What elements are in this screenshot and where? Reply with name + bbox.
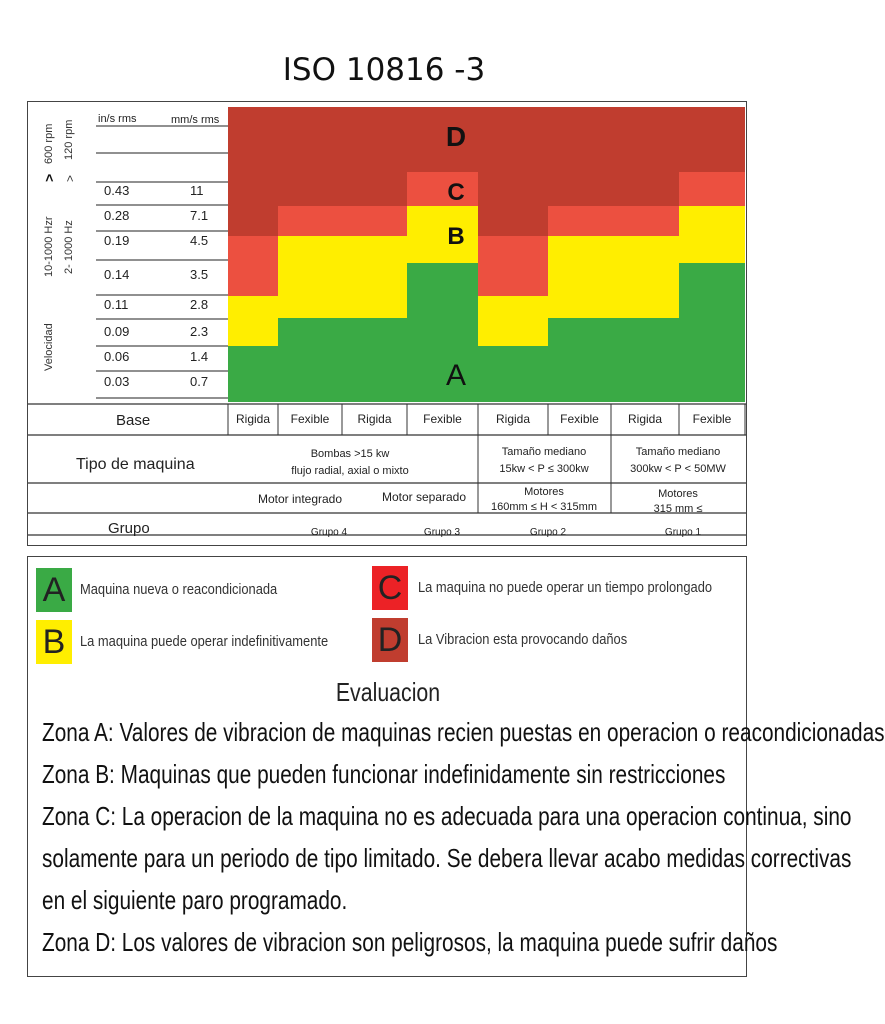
motor-separado-label: Motor separado — [381, 490, 467, 504]
base-cell-label: Rigida — [235, 412, 271, 426]
evaluation-title: Evaluacion — [335, 677, 441, 707]
zone-label-d: D — [445, 121, 467, 152]
legend-swatch-d — [372, 618, 408, 662]
velocity-in-label: 0.14 — [104, 267, 130, 282]
legend-letter-b: B — [42, 622, 66, 661]
tipo-bombas-line2: flujo radial, axial o mixto — [291, 465, 409, 477]
vibration-severity-chart — [27, 101, 747, 546]
motor-group2-line1: Motores — [524, 486, 564, 498]
zone-d-band — [611, 107, 679, 206]
zone-d-band — [228, 107, 278, 236]
tipo-row-label: Tipo de maquina — [76, 456, 195, 473]
legend-panel — [27, 556, 885, 977]
zone-c-band — [407, 172, 478, 206]
zone-b-band — [679, 206, 745, 263]
tipo-group1-line2: 300kw < P < 50MW — [630, 463, 726, 475]
tipo-group2-line1: Tamaño mediano — [501, 446, 587, 458]
grupo-cell-label: Grupo 1 — [664, 527, 702, 538]
zone-a-band — [278, 318, 342, 402]
rpm-label-2: 120 rpm — [63, 119, 75, 160]
zone-c-description-2: solamente para un periodo de tipo limitado. Se debera llevar acabo medidas correctivas — [42, 843, 852, 873]
zone-b-band — [228, 296, 278, 346]
grupo-cell-label: Grupo 2 — [529, 527, 567, 538]
velocity-in-label: 0.11 — [104, 297, 129, 312]
legend-text-a: Maquina nueva o reacondicionada — [80, 581, 278, 598]
zone-b-band — [278, 236, 342, 318]
zone-b-band — [342, 236, 407, 318]
grupo-cell-label: Grupo 4 — [310, 527, 348, 538]
chart-svg — [28, 102, 746, 545]
velocity-in-label: 0.09 — [104, 324, 130, 339]
legend-letter-d: D — [377, 620, 403, 659]
motor-integrado-label: Motor integrado — [257, 492, 343, 506]
grupo-row-label: Grupo — [108, 520, 150, 537]
velocity-mm-label: 0.7 — [190, 374, 209, 389]
zone-d-band — [407, 107, 478, 172]
zone-c-description-3: en el siguiente paro programado. — [42, 885, 348, 915]
base-cell-label: Rigida — [495, 412, 531, 426]
tipo-bombas-line1: Bombas >15 kw — [310, 448, 390, 460]
velocity-mm-label: 11 — [190, 183, 204, 198]
zone-label-b: B — [447, 223, 465, 250]
page-title: ISO 10816 -3 — [282, 52, 486, 88]
velocity-mm-label: 7.1 — [190, 208, 209, 223]
base-cell-label: Rigida — [357, 412, 392, 426]
zone-c-band — [342, 206, 407, 236]
zone-c-band — [228, 236, 278, 296]
zone-c-band — [278, 206, 342, 236]
velocity-in-label: 0.06 — [104, 349, 130, 364]
motor-group1-line1: Motores — [658, 488, 698, 500]
tipo-group1-line1: Tamaño mediano — [635, 446, 721, 458]
zone-b-band — [407, 206, 478, 263]
zone-d-band — [548, 107, 611, 206]
legend-swatch-c — [372, 566, 408, 610]
zone-b-band — [611, 236, 679, 318]
zone-a-band — [228, 346, 278, 402]
tipo-group2-line2: 15kw < P ≤ 300kw — [499, 463, 589, 475]
zone-a-band — [407, 263, 478, 402]
base-row-label: Base — [116, 412, 151, 429]
zone-c-band — [611, 206, 679, 236]
zone-c-band — [679, 172, 745, 206]
zone-a-band — [478, 346, 548, 402]
velocity-mm-label: 2.8 — [190, 297, 209, 312]
zone-b-band — [548, 236, 611, 318]
zone-c-description-1: Zona C: La operacion de la maquina no es adecuada para una operacion continua, sino — [42, 801, 852, 831]
legend-text-c: La maquina no puede operar un tiempo prolongado — [418, 579, 713, 596]
velocity-in-label: 0.43 — [104, 183, 130, 198]
base-cell-label: Fexible — [560, 412, 599, 426]
legend-letter-a: A — [42, 570, 66, 609]
base-cell-label: Rigida — [627, 412, 663, 426]
zone-d-band — [278, 107, 342, 206]
zone-a-band — [611, 318, 679, 402]
base-cell-label: Fexible — [692, 412, 732, 426]
gt-symbol-2: > — [63, 174, 77, 182]
zone-c-band — [478, 236, 548, 296]
freq-range-label-2: 2- 1000 Hz — [63, 220, 75, 274]
legend-swatch-b — [36, 620, 72, 664]
velocity-in-label: 0.19 — [104, 233, 130, 248]
legend-text-b: La maquina puede operar indefinitivamente — [80, 633, 329, 650]
unit-header-mm: mm/s rms — [171, 114, 220, 126]
base-cell-label: Fexible — [423, 412, 462, 426]
zone-d-band — [478, 107, 548, 236]
zone-d-band — [342, 107, 407, 206]
zone-b-band — [478, 296, 548, 346]
velocity-in-label: 0.28 — [104, 208, 130, 223]
zone-label-a: A — [445, 359, 467, 392]
legend-text-d: La Vibracion esta provocando daños — [418, 631, 628, 648]
velocity-mm-label: 1.4 — [190, 349, 209, 364]
zone-a-band — [679, 263, 745, 402]
zone-c-band — [548, 206, 611, 236]
zone-a-band — [342, 318, 407, 402]
zone-d-band — [679, 107, 745, 172]
motor-group1-line2: 315 mm ≤ — [653, 503, 703, 515]
zone-b-description: Zona B: Maquinas que pueden funcionar indefinidamente sin restricciones — [42, 759, 726, 789]
velocity-in-label: 0.03 — [104, 374, 130, 389]
zone-a-band — [548, 318, 611, 402]
velocity-mm-label: 2.3 — [190, 324, 209, 339]
velocity-mm-label: 4.5 — [190, 233, 209, 248]
zone-label-c: C — [447, 179, 465, 206]
rpm-label-1: 600 rpm — [43, 123, 55, 164]
gt-symbol-1: > — [41, 173, 57, 182]
legend-swatch-a — [36, 568, 72, 612]
motor-group2-line2: 160mm ≤ H < 315mm — [491, 501, 597, 513]
velocity-axis-label: Velocidad — [43, 323, 55, 371]
grupo-cell-label: Grupo 3 — [423, 527, 461, 538]
freq-range-label-1: 10-1000 Hzr — [43, 216, 55, 277]
zone-a-description: Zona A: Valores de vibracion de maquinas recien puestas en operacion o reacondicionadas — [42, 717, 885, 747]
unit-header-in: in/s rms — [98, 113, 137, 125]
zone-d-description: Zona D: Los valores de vibracion son peligrosos, la maquina puede sufrir daños — [42, 927, 778, 957]
base-cell-label: Fexible — [290, 412, 330, 426]
velocity-mm-label: 3.5 — [190, 267, 209, 282]
legend-letter-c: C — [377, 568, 403, 607]
